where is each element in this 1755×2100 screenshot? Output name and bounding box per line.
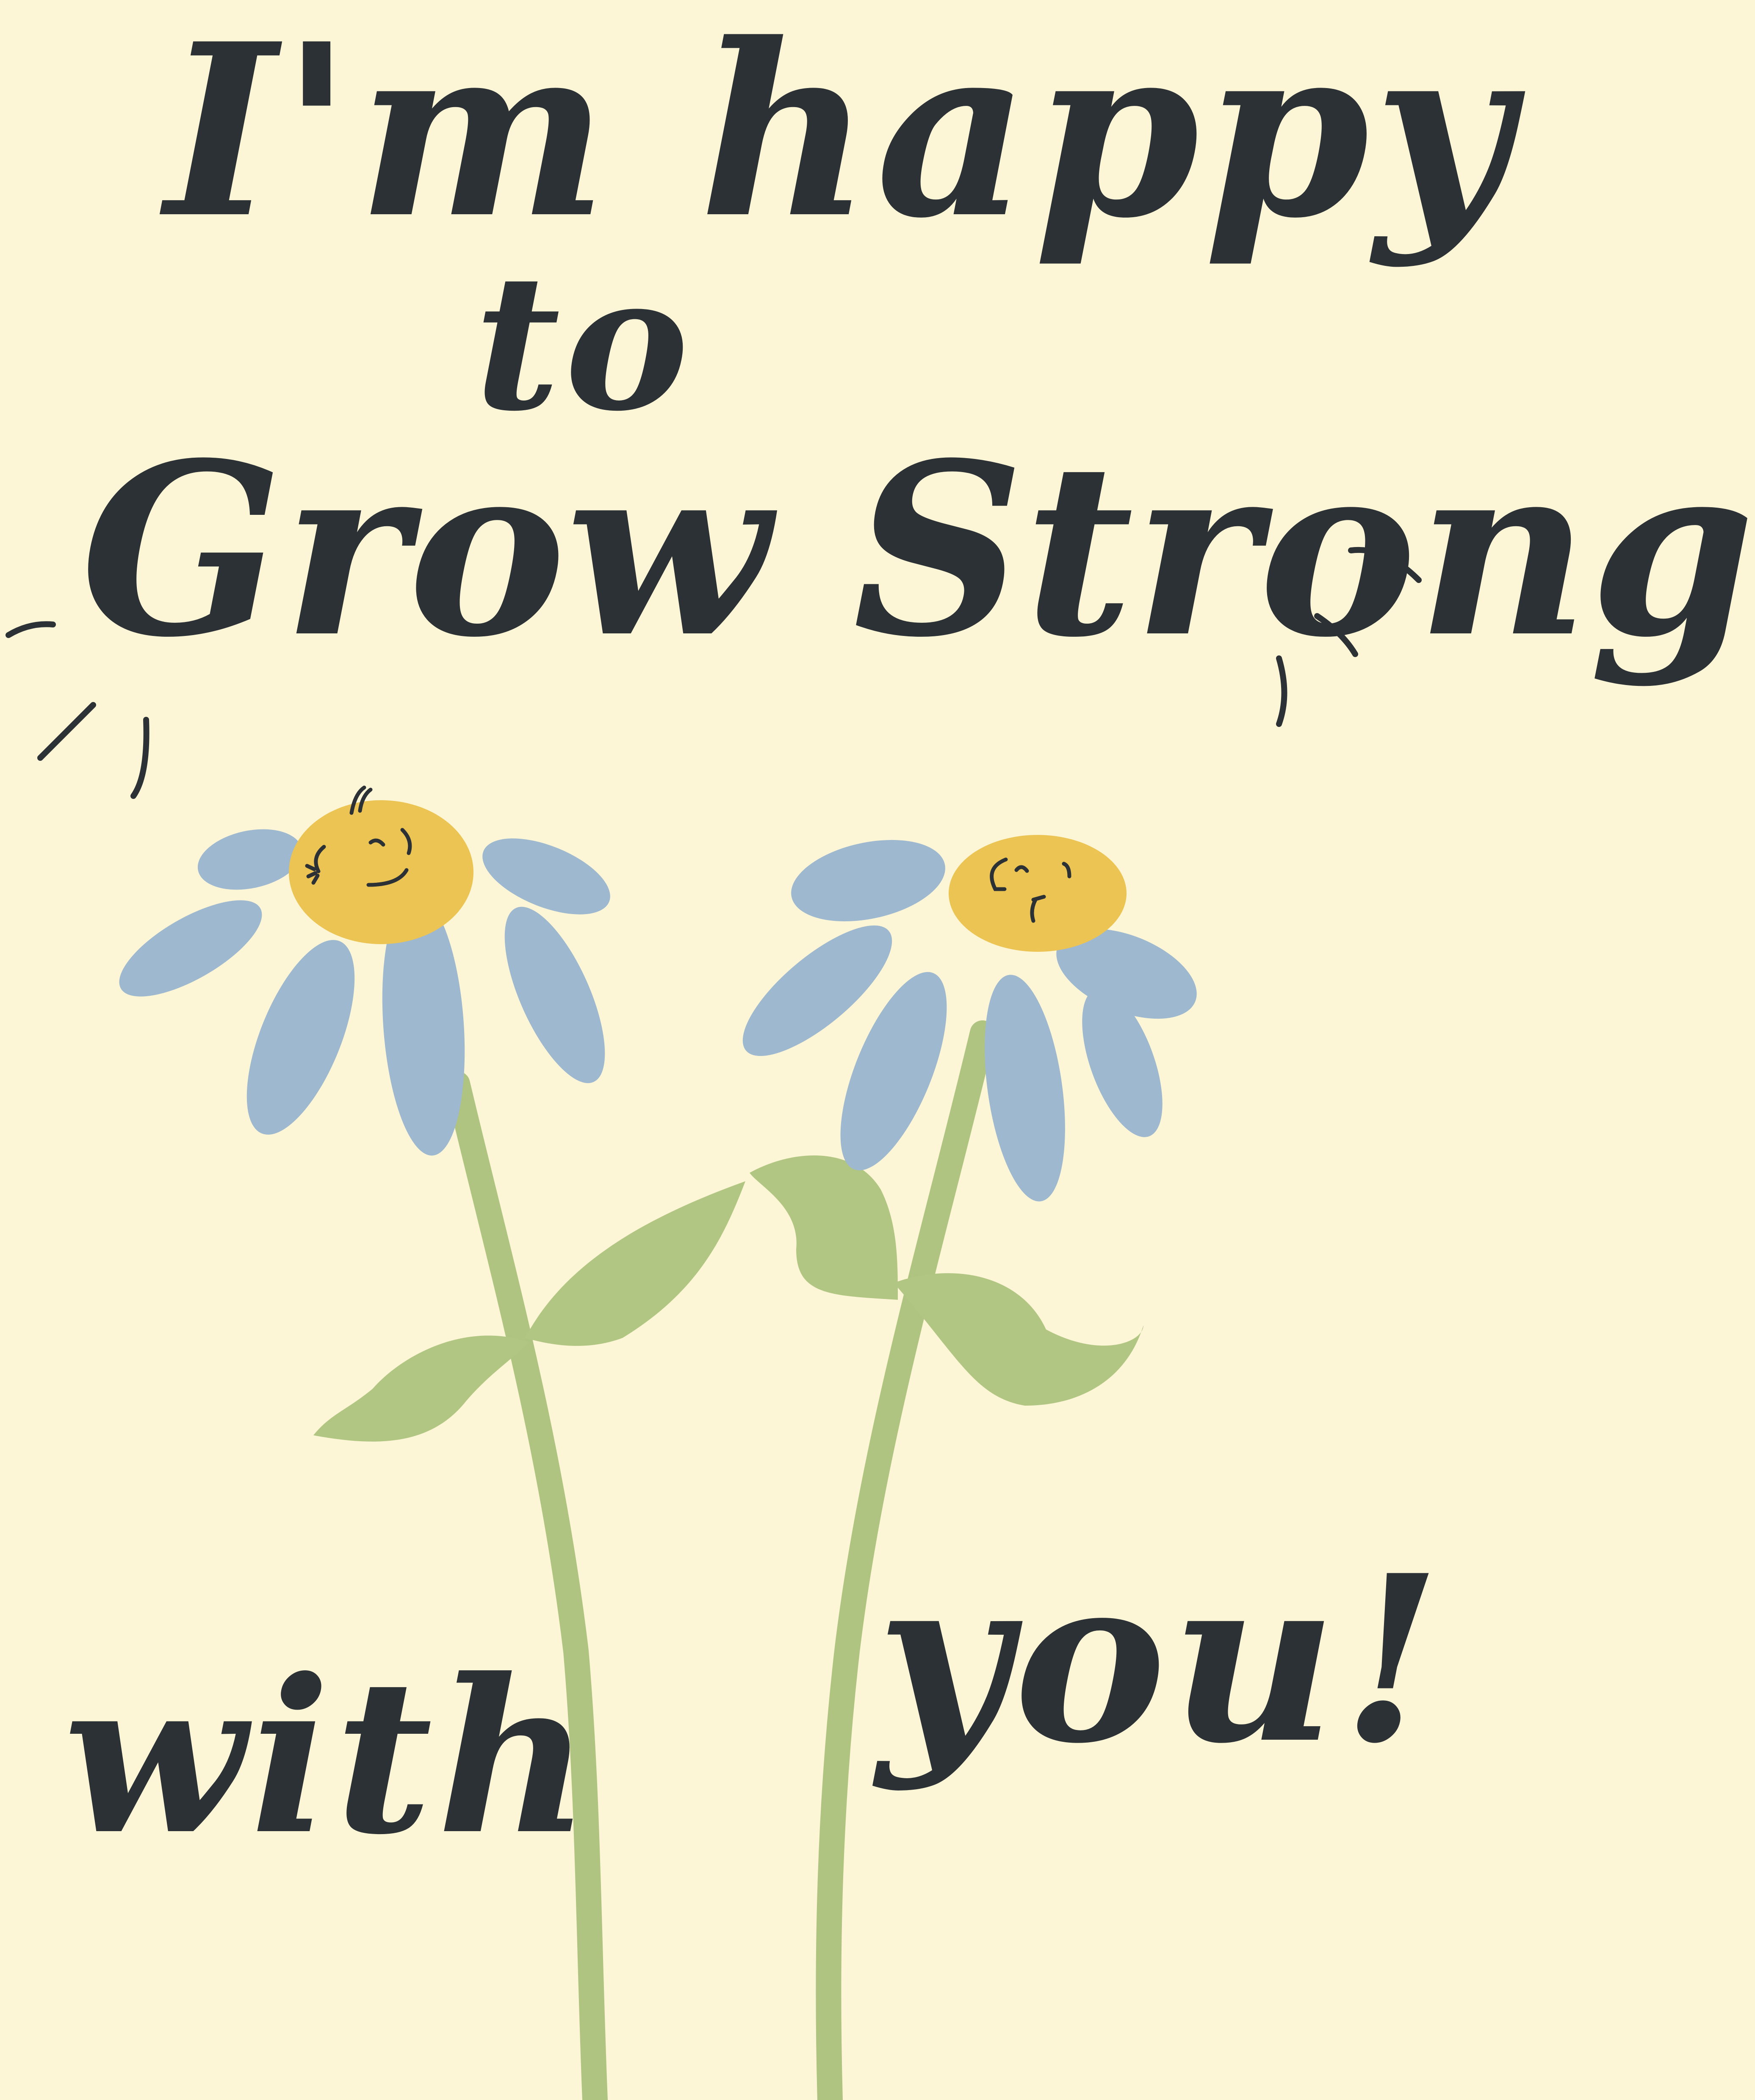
leaves <box>313 1155 1143 1442</box>
leaf-right-upper <box>750 1155 898 1300</box>
heading-line-1: I'm happy <box>165 0 1516 271</box>
heading-line-2: to <box>474 233 693 452</box>
leaf-right-lower <box>894 1273 1143 1406</box>
closing-text-right: you! <box>877 1525 1446 1794</box>
leaf-left-lower <box>313 1335 529 1441</box>
left-stem <box>457 1084 595 2100</box>
left-flower <box>105 788 625 1158</box>
heading-line-3: Grow Strong <box>80 411 1755 690</box>
closing-text-left: with <box>64 1633 595 1881</box>
right-flower <box>724 827 1210 1207</box>
leaf-left-upper <box>525 1181 745 1346</box>
right-flower-center <box>949 835 1127 952</box>
